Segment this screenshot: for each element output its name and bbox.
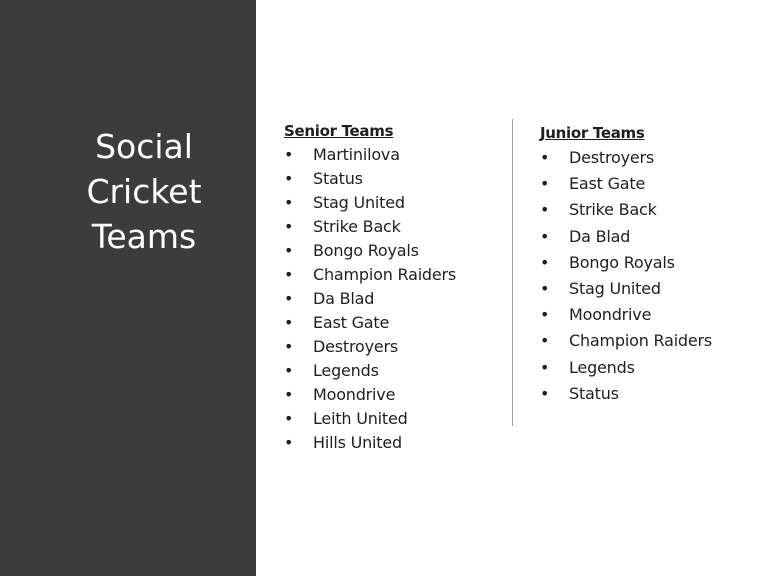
column-divider <box>512 119 513 426</box>
list-item: • Bongo Royals <box>284 239 456 263</box>
senior-teams-column <box>284 119 456 455</box>
list-item: • Da Blad <box>284 287 456 311</box>
list-item: • Destroyers <box>284 335 456 359</box>
list-item: • Destroyers <box>540 145 712 171</box>
junior-teams-column <box>540 121 712 407</box>
junior-teams-list <box>540 145 712 407</box>
junior-teams-heading: Junior Teams <box>540 124 645 142</box>
list-item: • Legends <box>540 355 712 381</box>
list-item: • Bongo Royals <box>540 250 712 276</box>
list-item: • Strike Back <box>284 215 456 239</box>
senior-teams-heading: Senior Teams <box>284 122 394 140</box>
list-item: • Status <box>284 167 456 191</box>
list-item: • Legends <box>284 359 456 383</box>
list-item: • Moondrive <box>540 302 712 328</box>
list-item: • Hills United <box>284 431 456 455</box>
list-item: • Strike Back <box>540 197 712 223</box>
list-item: • Status <box>540 381 712 407</box>
slide-title-line: Social <box>95 127 193 166</box>
list-item: • Champion Raiders <box>284 263 456 287</box>
slide-title-line: Cricket <box>86 172 202 211</box>
slide-title <box>0 124 288 259</box>
list-item: • Martinilova <box>284 143 456 167</box>
title-panel <box>0 0 256 576</box>
list-item: • East Gate <box>540 171 712 197</box>
list-item: • Da Blad <box>540 224 712 250</box>
list-item: • Stag United <box>284 191 456 215</box>
list-item: • Leith United <box>284 407 456 431</box>
list-item: • Champion Raiders <box>540 328 712 354</box>
senior-teams-list <box>284 143 456 455</box>
list-item: • East Gate <box>284 311 456 335</box>
list-item: • Stag United <box>540 276 712 302</box>
slide-title-line: Teams <box>91 217 197 256</box>
list-item: • Moondrive <box>284 383 456 407</box>
